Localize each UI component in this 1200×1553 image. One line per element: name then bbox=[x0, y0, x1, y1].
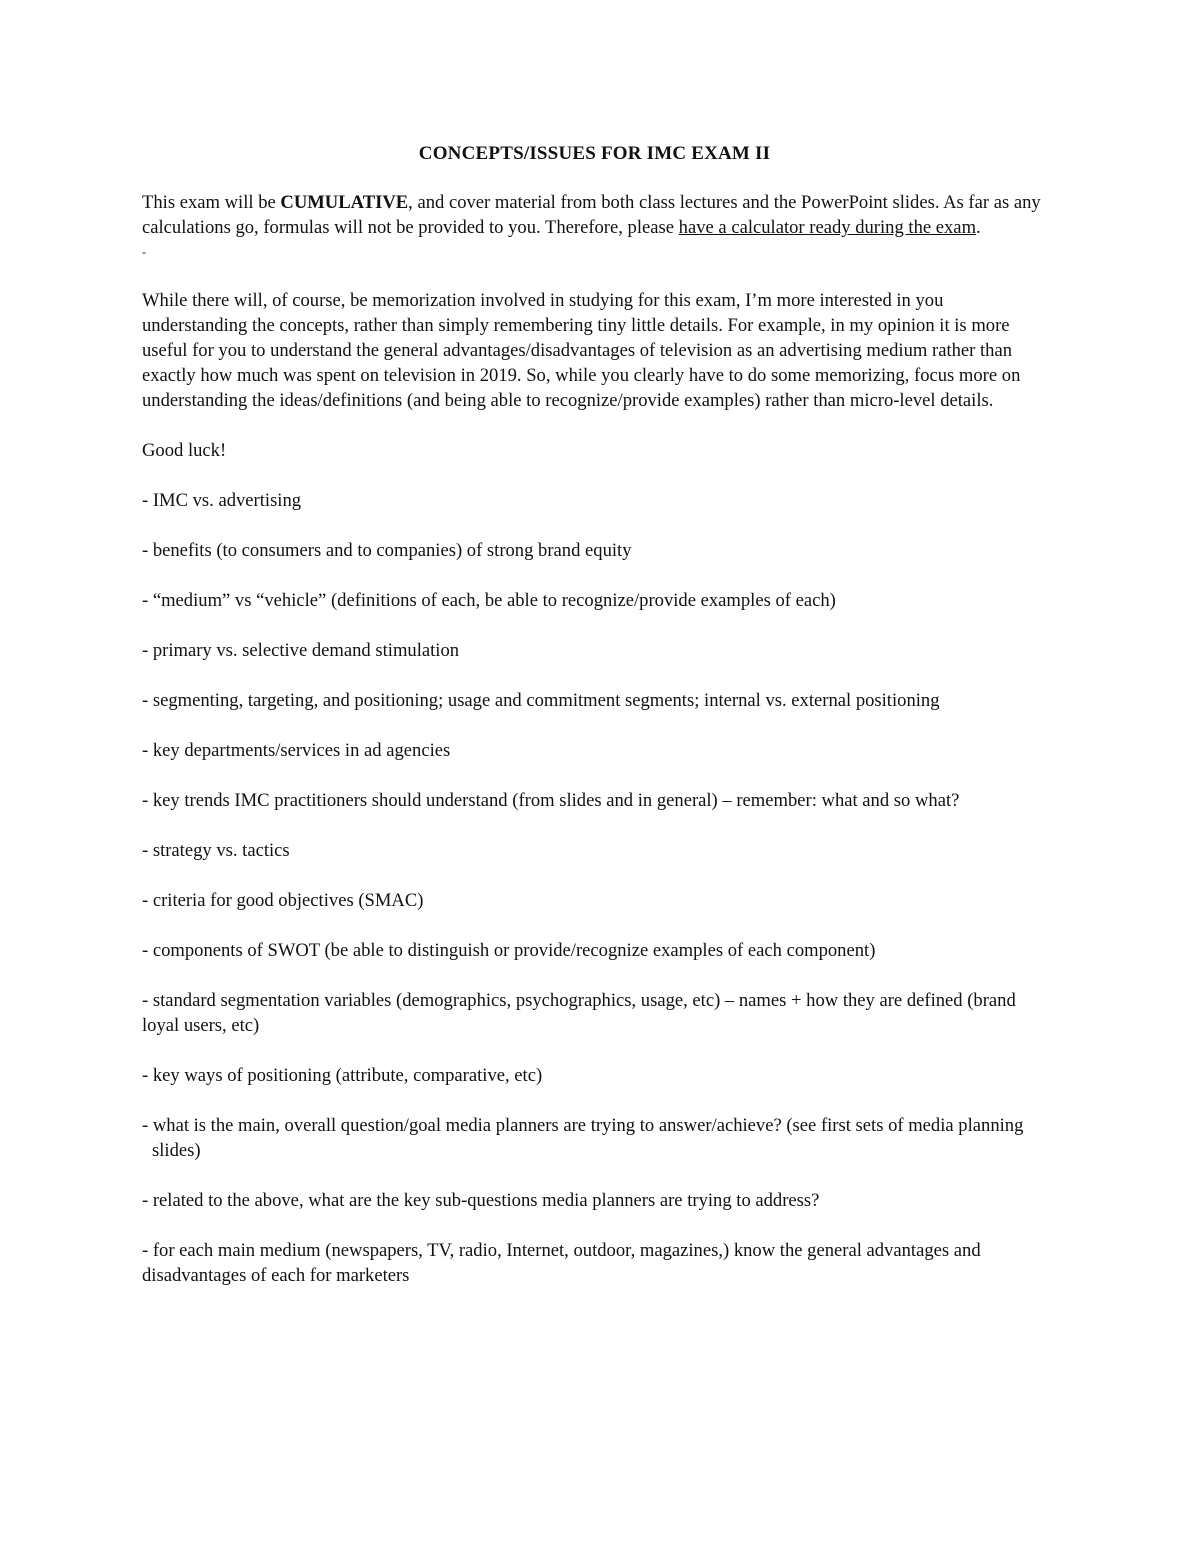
document-page bbox=[142, 141, 1047, 1313]
intro-underlined-text: have a calculator ready during the exam bbox=[678, 217, 977, 238]
list-item: - key ways of positioning (attribute, comparative, etc) bbox=[142, 1065, 543, 1086]
stray-dash: - bbox=[142, 245, 146, 259]
intro-text-start: This exam will be bbox=[142, 192, 281, 213]
list-item: - benefits (to consumers and to companies) of strong brand equity bbox=[142, 540, 632, 561]
topic-list bbox=[142, 488, 1047, 1288]
list-item: - criteria for good objectives (SMAC) bbox=[142, 890, 424, 911]
memorization-paragraph: While there will, of course, be memorization involved in studying for this exam, I’m more interested in you understanding the concepts, rather than simply remembering tiny little details. For example, in my opinion it is more useful for you to understand the general advantages/disadvantages of television as an advertising medium rather than exactly how much was spent on television in 2019. So, while you clearly have to do some memorizing, focus more on understanding the ideas/definitions (and being able to recognize/provide examples) rather than micro-level details. bbox=[142, 290, 1021, 411]
list-item: - key trends IMC practitioners should understand (from slides and in general) – remember: what and so what? bbox=[142, 790, 960, 811]
list-item: - primary vs. selective demand stimulation bbox=[142, 640, 460, 661]
good-luck-text: Good luck! bbox=[142, 440, 227, 461]
intro-bold-word: CUMULATIVE bbox=[280, 192, 409, 213]
intro-text-end: . bbox=[976, 217, 981, 238]
list-item: - key departments/services in ad agencies bbox=[142, 740, 451, 761]
list-item: - strategy vs. tactics bbox=[142, 840, 290, 861]
list-item: - what is the main, overall question/goal media planners are trying to answer/achieve? (see first sets of media planning slides) bbox=[142, 1115, 1024, 1161]
spacer bbox=[142, 413, 1047, 438]
list-item: - “medium” vs “vehicle” (definitions of each, be able to recognize/provide examples of each) bbox=[142, 590, 836, 611]
intro-paragraph bbox=[142, 190, 1047, 240]
list-item: - standard segmentation variables (demographics, psychographics, usage, etc) – names + how they are defined (brand loyal users, etc) bbox=[142, 990, 1016, 1036]
list-item: - segmenting, targeting, and positioning; usage and commitment segments; internal vs. external positioning bbox=[142, 690, 940, 711]
list-item: - IMC vs. advertising bbox=[142, 490, 302, 511]
list-item: - components of SWOT (be able to distinguish or provide/recognize examples of each component) bbox=[142, 940, 876, 961]
list-item: - related to the above, what are the key sub-questions media planners are trying to address? bbox=[142, 1190, 820, 1211]
list-item: - for each main medium (newspapers, TV, radio, Internet, outdoor, magazines,) know the general advantages and disadvantages of each for marketers bbox=[142, 1240, 981, 1286]
spacer bbox=[142, 463, 1047, 488]
document-title: CONCEPTS/ISSUES FOR IMC EXAM II bbox=[418, 143, 771, 164]
intro-text-middle: , and cover material from both class lectures and the PowerPoint slides. As far as any calculations go, formulas will not be provided to you. Therefore, please bbox=[142, 192, 1041, 238]
